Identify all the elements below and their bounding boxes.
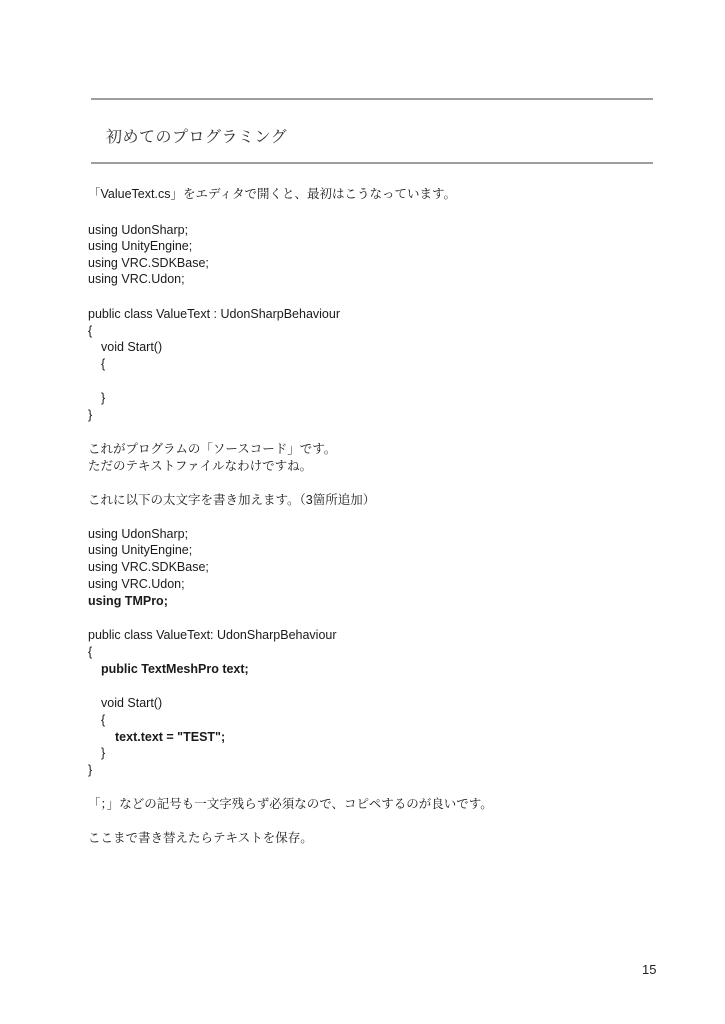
explain-line: これがプログラムの「ソースコード」です。 xyxy=(88,442,337,456)
instruction-paragraph: これに以下の太文字を書き加えます。（3箇所追加） xyxy=(88,493,376,507)
code-line: void Start() xyxy=(101,340,163,354)
code-line: using VRC.SDKBase; xyxy=(88,560,209,574)
code-line: void Start() xyxy=(101,696,163,710)
chapter-title: 初めてのプログラミング xyxy=(106,129,288,146)
explain-line: ただのテキストファイルなわけですね。 xyxy=(88,459,313,473)
header-rule-bottom xyxy=(91,162,653,164)
code-line: { xyxy=(88,324,93,338)
code-line-added: text.text = "TEST"; xyxy=(115,730,226,744)
code-line: { xyxy=(88,645,93,659)
code-line-added: public TextMeshPro text; xyxy=(101,662,249,676)
code-line: public class ValueText: UdonSharpBehaviour xyxy=(88,628,337,642)
note-paragraph: 「；」などの記号も一文字残らず必須なので、コピペするのが良いです。 xyxy=(88,797,493,811)
code-line: using VRC.SDKBase; xyxy=(88,256,209,270)
code-line: } xyxy=(101,391,106,405)
code-line: using UnityEngine; xyxy=(88,543,193,557)
code-line-added: using TMPro; xyxy=(88,594,168,608)
code-line: using UdonSharp; xyxy=(88,527,189,541)
header-rule-top xyxy=(91,98,653,100)
code-line: using UdonSharp; xyxy=(88,223,189,237)
code-line: } xyxy=(101,746,106,760)
code-line: { xyxy=(101,357,106,371)
code-line: { xyxy=(101,713,106,727)
code-line: public class ValueText : UdonSharpBehaviour xyxy=(88,307,340,321)
code-line: } xyxy=(88,408,93,422)
code-line: using VRC.Udon; xyxy=(88,577,185,591)
code-line: using UnityEngine; xyxy=(88,239,193,253)
code-line: using VRC.Udon; xyxy=(88,272,185,286)
intro-paragraph: 「ValueText.cs」をエディタで開くと、最初はこうなっています。 xyxy=(88,187,456,201)
code-line: } xyxy=(88,763,93,777)
page-number: 15 xyxy=(642,962,657,977)
closing-paragraph: ここまで書き替えたらテキストを保存。 xyxy=(88,831,313,845)
